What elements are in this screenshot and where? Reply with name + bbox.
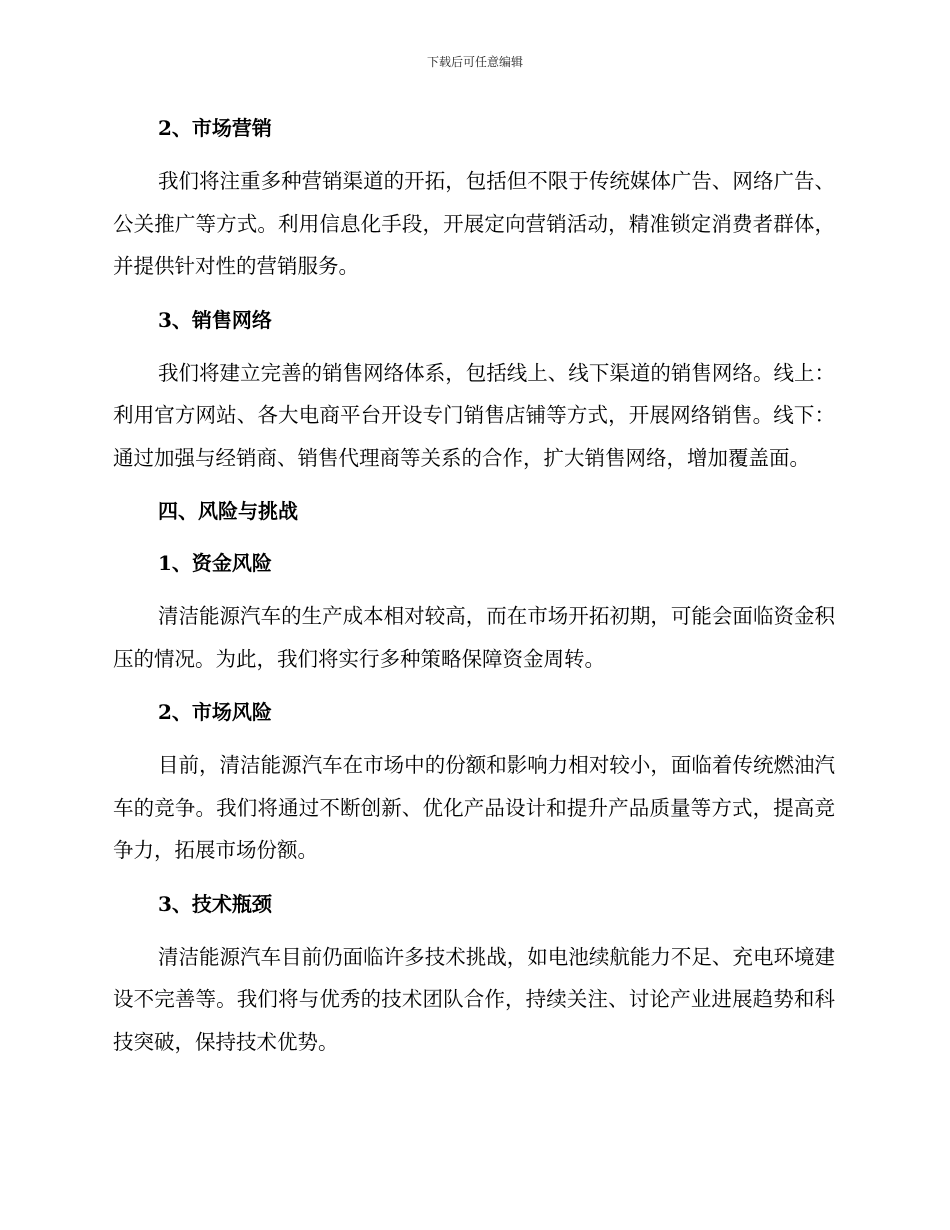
section-heading-funding-risk: 1、资金风险 <box>158 551 272 575</box>
paragraph-tech-bottleneck: 清洁能源汽车目前仍面临许多技术挑战，如电池续航能力不足、充电环境建设不完善等。我们将与优秀的技术团队合作，持续关注、讨论产业进展趋势和科技突破，保持技术优势。 <box>113 944 835 1054</box>
paragraph-funding-risk: 清洁能源汽车的生产成本相对较高，而在市场开拓初期，可能会面临资金积压的情况。为此，我们将实行多种策略保障资金周转。 <box>113 604 835 671</box>
section-heading-sales-network: 3、销售网络 <box>158 307 272 332</box>
section-heading-market-risk: 2、市场风险 <box>158 700 272 724</box>
document-body <box>113 108 835 1075</box>
paragraph-marketing: 我们将注重多种营销渠道的开拓，包括但不限于传统媒体广告、网络广告、公关推广等方式。利用信息化手段，开展定向营销活动，精准锁定消费者群体，并提供针对性的营销服务。 <box>113 169 835 278</box>
section-heading-marketing: 2、市场营销 <box>158 116 272 140</box>
chapter-heading-risks: 四、风险与挑战 <box>158 499 298 523</box>
paragraph-market-risk: 目前，清洁能源汽车在市场中的份额和影响力相对较小，面临着传统燃油汽车的竞争。我们将通过不断创新、优化产品设计和提升产品质量等方式，提高竞争力，拓展市场份额。 <box>113 753 835 862</box>
page-header: 下载后可任意编辑 <box>426 55 523 69</box>
paragraph-sales-network: 我们将建立完善的销售网络体系，包括线上、线下渠道的销售网络。线上：利用官方网站、各大电商平台开设专门销售店铺等方式，开展网络销售。线下：通过加强与经销商、销售代理商等关系的合作，扩大销售网络，增加覆盖面。 <box>113 360 835 470</box>
section-heading-tech-bottleneck: 3、技术瓶颈 <box>158 891 272 916</box>
